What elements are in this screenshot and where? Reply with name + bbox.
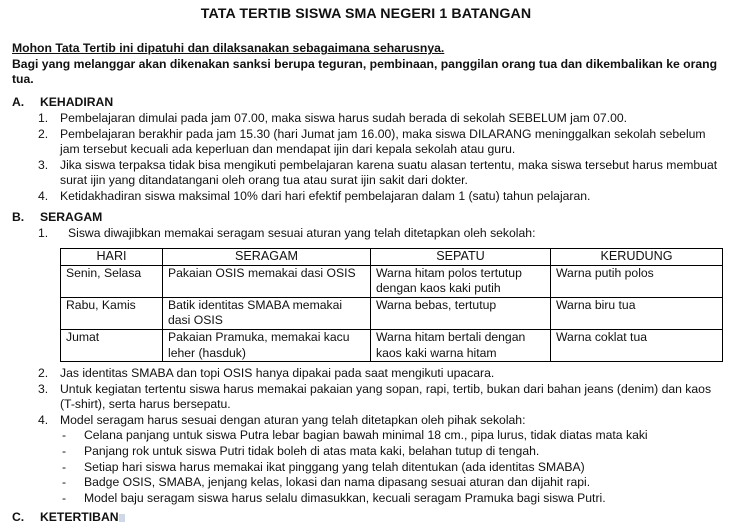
item-number: 3. [38, 157, 49, 172]
table-row [61, 329, 723, 361]
dash-marker: - [62, 490, 67, 505]
item-number: 2. [38, 366, 49, 380]
item-text: Jas identitas SMABA dan topi OSIS hanya dipakai pada saat mengikuti upacara. [60, 366, 495, 380]
section-a-title: KEHADIRAN [40, 95, 114, 109]
item-number: 1. [38, 111, 49, 125]
list-item [38, 413, 724, 429]
item-text: Untuk kegiatan tertentu siswa harus memakai pakaian yang sopan, rapi, tertib, bukan dari bahan jeans (denim) dan kaos (T-shirt), serta harus bersepatu. [60, 381, 712, 412]
table-cell: Warna coklat tua [551, 329, 723, 361]
intro-line-1: Mohon Tata Tertib ini dipatuhi dan dilaksanakan sebagaimana seharusnya. [12, 41, 445, 55]
list-item [38, 366, 724, 382]
table-header-row [61, 249, 723, 266]
list-item [38, 189, 724, 205]
table-cell: Pakaian Pramuka, memakai kacu leher (hasduk) [163, 329, 371, 361]
table-header-cell: SEPATU [371, 249, 551, 266]
dash-marker: - [62, 443, 67, 458]
dash-marker: - [62, 459, 67, 474]
sub-item-text: Badge OSIS, SMABA, jenjang kelas, lokasi dan nama dipasang sesuai aturan dan dijahit rapi. [84, 475, 591, 490]
sub-list [38, 428, 724, 506]
table-cell: Warna biru tua [551, 297, 723, 329]
item-text: Pembelajaran berakhir pada jam 15.30 (hari Jumat jam 16.00), maka siswa DILARANG meninggalkan sekolah sebelum jam tersebut kecuali ada keperluan dan mendapat ijin dari kepala sekolah atau guru. [60, 126, 706, 157]
item-number: 4. [38, 188, 49, 203]
table-cell: Rabu, Kamis [61, 297, 163, 329]
item-number: 1. [38, 226, 49, 240]
table-cell: Jumat [61, 329, 163, 361]
section-c-title: KETERTIBAN [40, 510, 119, 524]
sub-list-item [60, 428, 724, 444]
list-item [38, 127, 724, 158]
item-number: 3. [38, 381, 49, 396]
table-cell: Senin, Selasa [61, 265, 163, 297]
intro-line-2: Bagi yang melanggar akan dikenakan sanksi berupa teguran, pembinaan, panggilan orang tua dan dikembalikan ke orang tua. [12, 56, 718, 87]
item-text: Model seragam harus sesuai dengan aturan yang telah ditetapkan oleh pihak sekolah: [60, 412, 526, 427]
sub-item-text: Panjang rok untuk siswa Putri tidak boleh di atas mata kaki, belahan tutup di tengah. [84, 443, 540, 458]
item-number: 2. [38, 126, 49, 141]
table-cell: Warna putih polos [551, 265, 723, 297]
list-item [38, 226, 724, 242]
item-text: Jika siswa terpaksa tidak bisa mengikuti pembelajaran karena suatu alasan tertentu, maka siswa tersebut harus membuat surat ijin yang ditandatangani oleh orang tua atau surat ijin sakit dari dokter. [60, 157, 718, 188]
table-header-cell: KERUDUNG [551, 249, 723, 266]
table-header-cell: HARI [61, 249, 163, 266]
section-b-title: SERAGAM [40, 210, 103, 224]
sub-list-item [60, 444, 724, 460]
table-row [61, 297, 723, 329]
sub-list-item [60, 475, 724, 491]
section-b-heading [12, 210, 102, 226]
uniform-table [60, 248, 723, 362]
section-b-number: B. [12, 210, 25, 224]
section-a-list [38, 111, 724, 205]
sub-item-text: Celana panjang untuk siswa Putra lebar bagian bawah minimal 18 cm., pipa lurus, tidak diatas mata kaki [84, 428, 648, 443]
table-cell: Warna hitam bertali dengan kaos kaki warna hitam [371, 329, 551, 361]
section-c-heading [12, 510, 125, 526]
list-item [38, 111, 724, 127]
item-text: Siswa diwajibkan memakai seragam sesuai aturan yang telah ditetapkan oleh sekolah: [68, 226, 536, 240]
item-number: 4. [38, 412, 49, 427]
sub-item-text: Model baju seragam siswa harus selalu dimasukkan, kecuali seragam Pramuka bagi siswa Putri. [84, 490, 606, 505]
table-cell: Batik identitas SMABA memakai dasi OSIS [163, 297, 371, 329]
table-header-cell: SERAGAM [163, 249, 371, 266]
item-text: Ketidakhadiran siswa maksimal 10% dari hari efektif pembelajaran dalam 1 (satu) tahun pelajaran. [60, 188, 591, 203]
dash-marker: - [62, 475, 67, 490]
sub-list-item [60, 460, 724, 476]
item-text: Pembelajaran dimulai pada jam 07.00, maka siswa harus sudah berada di sekolah SEBELUM jam 07.00. [60, 111, 628, 125]
sub-list-item [60, 491, 724, 507]
text-cursor [119, 514, 125, 522]
dash-marker: - [62, 428, 67, 443]
list-item [38, 158, 724, 189]
section-a-number: A. [12, 95, 25, 109]
sub-item-text: Setiap hari siswa harus memakai ikat pinggang yang telah ditentukan (ada identitas SMABA) [84, 459, 585, 474]
section-b-list [38, 366, 724, 506]
section-a-heading [12, 95, 113, 111]
list-item [38, 382, 724, 413]
section-c-number: C. [12, 510, 25, 524]
table-cell: Warna hitam polos tertutup dengan kaos kaki putih [371, 265, 551, 297]
table-cell: Warna bebas, tertutup [371, 297, 551, 329]
table-row [61, 265, 723, 297]
table-cell: Pakaian OSIS memakai dasi OSIS [163, 265, 371, 297]
intro-paragraph [12, 41, 724, 88]
document-title: TATA TERTIB SISWA SMA NEGERI 1 BATANGAN [200, 6, 532, 22]
section-b-item-1 [38, 226, 724, 242]
